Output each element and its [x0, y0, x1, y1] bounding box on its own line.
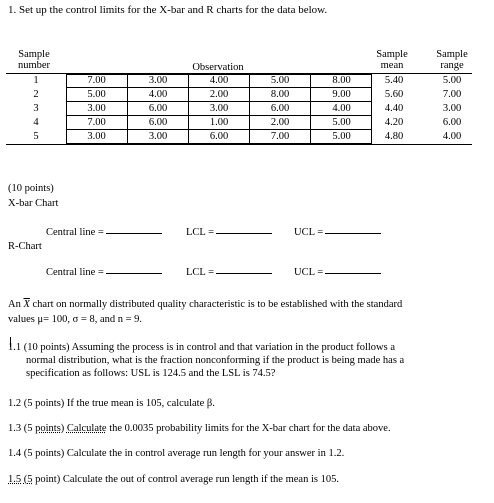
- cell-obs: 3.00: [127, 74, 188, 88]
- cell-obs: 2.00: [188, 88, 249, 102]
- cell-obs: 4.00: [310, 102, 372, 116]
- header-sample-mean-line2: mean: [380, 60, 404, 71]
- header-sample-range-line1: Sample: [436, 49, 468, 60]
- rchart-ucl-line: [294, 266, 381, 279]
- cell-obs: 4.00: [188, 74, 249, 88]
- q1-3-rest: the 0.0035 probability limits for the X-bar chart for the data above.: [106, 423, 391, 434]
- xbar-lcl-label: LCL =: [186, 227, 214, 238]
- cell-obs: 2.00: [249, 116, 310, 130]
- cell-obs: 5.00: [249, 74, 310, 88]
- cell-obs: 5.00: [87, 89, 106, 100]
- cell-range: 7.00: [442, 89, 462, 100]
- rchart-central-label: Central line =: [46, 267, 104, 278]
- cell-obs: 5.00: [310, 116, 372, 130]
- cell-range: 4.00: [442, 131, 462, 142]
- q1-5-points-open: (5: [23, 474, 33, 485]
- q1-3-points: points): [35, 423, 65, 434]
- xbar-heading: X-bar Chart: [8, 198, 59, 209]
- xbar-lcl-blank[interactable]: [216, 233, 272, 234]
- cell-obs: 8.00: [249, 88, 310, 102]
- xbar-ucl-line: [294, 226, 381, 239]
- q1-5-rest: point) Calculate the out of control average run length if the mean is 105.: [32, 474, 339, 485]
- rchart-lcl-label: LCL =: [186, 267, 214, 278]
- cell-range: 6.00: [442, 117, 462, 128]
- header-sample-number-line2: number: [17, 60, 51, 71]
- q1-4: 1.4 (5 points) Calculate the in control average run length for your answer in 1.2.: [8, 448, 345, 459]
- cell-mean: 4.20: [384, 117, 404, 128]
- header-sample-range: [430, 49, 474, 71]
- cell-obs: 6.00: [188, 130, 249, 144]
- rchart-ucl-blank[interactable]: [325, 273, 381, 274]
- header-sample-range-line2: range: [440, 60, 464, 71]
- cell-obs: 7.00: [87, 117, 106, 128]
- xbar-lcl-line: [186, 226, 272, 239]
- xbar-central-blank[interactable]: [106, 233, 162, 234]
- q1-1-line-1: 1.1 (10 points) Assuming the process is in control and that variation in the product follows a: [8, 342, 395, 353]
- xbar-points: (10 points): [8, 183, 54, 194]
- header-sample-number-line1: Sample: [18, 49, 50, 60]
- header-observation: Observation: [192, 62, 244, 73]
- xbar-symbol: $\overline{X}$: [23, 299, 30, 310]
- intro-line-2: values μ= 100, σ = 8, and n = 9.: [8, 314, 143, 325]
- cell-sample-number: 3: [33, 103, 39, 114]
- cell-mean: 4.80: [384, 131, 404, 142]
- cell-mean: 5.60: [384, 89, 404, 100]
- cell-obs: 1.00: [188, 116, 249, 130]
- cell-mean: 5.40: [384, 75, 404, 86]
- table-row: [6, 88, 472, 102]
- q1-3: [8, 422, 391, 435]
- cell-sample-number: 5: [33, 131, 39, 142]
- rchart-lcl-blank[interactable]: [216, 273, 272, 274]
- rchart-central-line: [46, 266, 162, 279]
- cell-obs: 6.00: [127, 102, 188, 116]
- data-table: [6, 49, 472, 149]
- header-sample-mean: [369, 49, 415, 71]
- cell-obs: 4.00: [127, 88, 188, 102]
- cell-obs: 3.00: [87, 103, 106, 114]
- table-row: [6, 74, 472, 88]
- q1-5: [8, 473, 339, 486]
- cell-obs: 9.00: [310, 88, 372, 102]
- rchart-central-blank[interactable]: [106, 273, 162, 274]
- cell-sample-number: 2: [33, 89, 39, 100]
- table-row: [6, 116, 472, 130]
- q1-3-calculate: Calculate: [66, 423, 107, 434]
- xbar-ucl-label: UCL =: [294, 227, 324, 238]
- cell-obs: 5.00: [310, 130, 372, 144]
- q1-3-prefix: 1.3 (5: [8, 423, 36, 434]
- cell-sample-number: 1: [33, 75, 39, 86]
- cell-obs: 8.00: [310, 74, 372, 88]
- q1-2: 1.2 (5 points) If the true mean is 105, calculate β.: [8, 398, 215, 409]
- cell-obs: 6.00: [127, 116, 188, 130]
- question-title: 1. Set up the control limits for the X-bar and R charts for the data below.: [8, 4, 328, 16]
- xbar-central-line: [46, 226, 162, 239]
- cell-obs: 3.00: [127, 130, 188, 144]
- cell-obs: 7.00: [249, 130, 310, 144]
- q1-5-number: 1.5: [8, 474, 22, 485]
- intro-line-1: [8, 298, 402, 311]
- xbar-central-label: Central line =: [46, 227, 104, 238]
- table-row: [6, 130, 472, 144]
- table-row: [6, 102, 472, 116]
- cell-obs: 6.00: [249, 102, 310, 116]
- cell-mean: 4.40: [384, 103, 404, 114]
- header-sample-mean-line1: Sample: [376, 49, 408, 60]
- table-bottom-rule: [6, 144, 472, 145]
- intro-text-b: chart on normally distributed quality characteristic is to be established with the standard: [29, 299, 403, 310]
- xbar-ucl-blank[interactable]: [325, 233, 381, 234]
- cell-obs: 3.00: [188, 102, 249, 116]
- cell-sample-number: 4: [33, 117, 39, 128]
- q1-1-line-2: normal distribution, what is the fraction nonconforming if the product is being made has a: [26, 355, 405, 366]
- cell-range: 5.00: [442, 75, 462, 86]
- cell-obs: 3.00: [87, 131, 106, 142]
- header-sample-number: [14, 49, 54, 71]
- intro-text-a: An: [8, 299, 24, 310]
- rchart-lcl-line: [186, 266, 272, 279]
- q1-1-line-3: specification as follows: USL is 124.5 and the LSL is 74.5?: [26, 368, 276, 379]
- cell-range: 3.00: [442, 103, 462, 114]
- cell-obs: 7.00: [87, 75, 106, 86]
- rchart-ucl-label: UCL =: [294, 267, 324, 278]
- rchart-heading: R-Chart: [8, 241, 42, 252]
